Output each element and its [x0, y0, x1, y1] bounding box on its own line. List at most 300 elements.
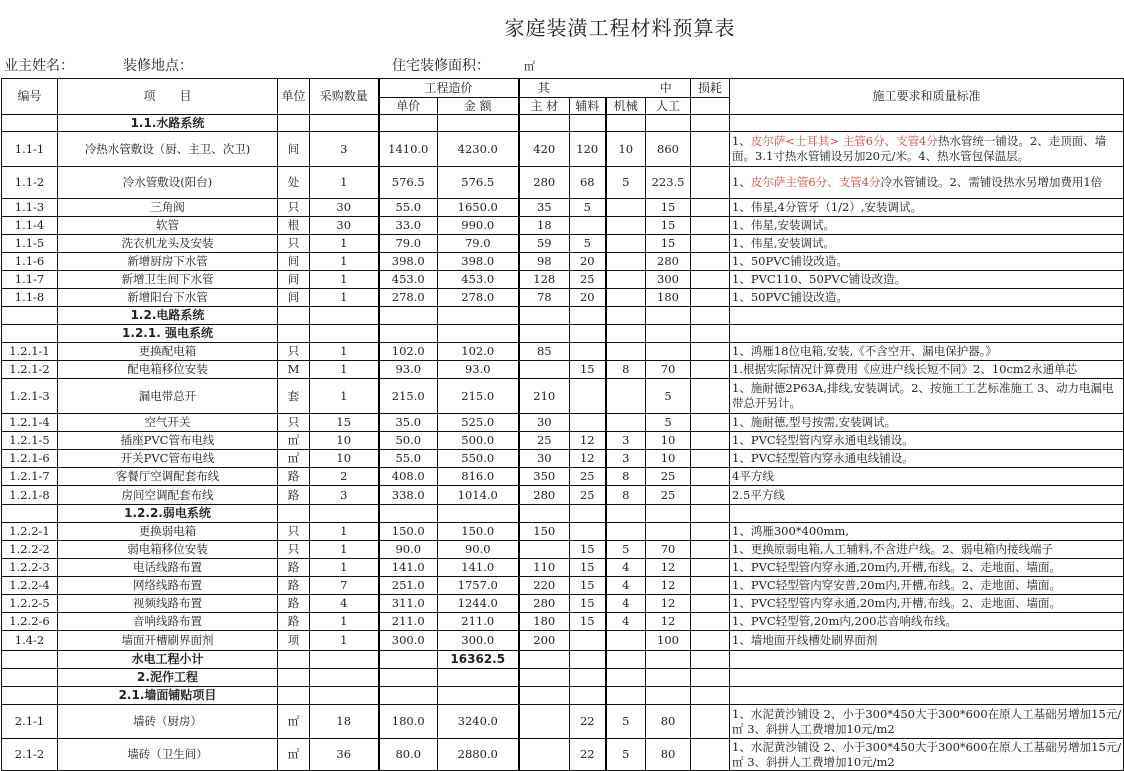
cell-item: 新增阳台下水管 [58, 289, 278, 307]
cell-amount [438, 669, 519, 687]
cell-loss [691, 631, 730, 651]
cell-note: 1、施耐德2P63A,排线,安装调试。2、按施工工艺标准施工 3、动力电漏电带总开另计。 [730, 379, 1124, 414]
cell-amount: 816.0 [438, 468, 519, 486]
cell-labor: 223.5 [646, 167, 691, 199]
cell-unit: 路 [278, 595, 310, 613]
cell-price: 408.0 [379, 468, 438, 486]
cell-qty: 4 [310, 595, 379, 613]
cell-qty [310, 325, 379, 343]
table-row [2, 343, 1124, 361]
cell-note: 1、伟星,4分管牙（1/2）,安装调试。 [730, 199, 1124, 217]
cell-code: 1.1-1 [2, 132, 58, 167]
cell-labor: 300 [646, 271, 691, 289]
cell-note [730, 132, 1124, 167]
cell-code: 1.2.1-1 [2, 343, 58, 361]
cell-item: 开关PVC管布电线 [58, 450, 278, 468]
header-code: 编号 [2, 79, 58, 115]
cell-labor [646, 523, 691, 541]
table-row [2, 132, 1124, 167]
header-item: 项 目 [58, 79, 278, 115]
cell-unit: ㎡ [278, 450, 310, 468]
cell-unit: 处 [278, 167, 310, 199]
cell-unit: ㎡ [278, 432, 310, 450]
cell-note: 1、PVC轻型管内穿永通,20m内,开槽,布线。2、走地面、墙面。 [730, 595, 1124, 613]
section-label: 2.泥作工程 [58, 669, 278, 687]
cell-loss [691, 115, 730, 132]
cell-code [2, 669, 58, 687]
area-label: 住宅装修面积： [392, 58, 490, 74]
cell-loss [691, 167, 730, 199]
cell-main [519, 705, 570, 739]
cell-unit: ㎡ [278, 739, 310, 771]
cell-main: 30 [519, 414, 570, 432]
cell-price: 251.0 [379, 577, 438, 595]
cell-amount: 93.0 [438, 361, 519, 379]
note-prefix: 1、 [732, 134, 751, 148]
cell-loss [691, 486, 730, 505]
cell-qty [310, 669, 379, 687]
cell-aux: 5 [570, 235, 606, 253]
budget-table [1, 78, 1124, 771]
cell-note [730, 651, 1124, 669]
section-row [2, 505, 1124, 523]
table-row [2, 631, 1124, 651]
cell-note: 1、墙地面开线槽处刷界面剂 [730, 631, 1124, 651]
table-row [2, 523, 1124, 541]
cell-unit: 只 [278, 414, 310, 432]
cell-amount: 102.0 [438, 343, 519, 361]
cell-unit: 只 [278, 523, 310, 541]
cell-code [2, 505, 58, 523]
cell-labor: 10 [646, 450, 691, 468]
cell-item: 更换弱电箱 [58, 523, 278, 541]
cell-loss [691, 414, 730, 432]
cell-main [519, 541, 570, 559]
cell-note: 1、PVC轻型管内穿永通,20m内,开槽,布线。2、走地面、墙面。 [730, 559, 1124, 577]
cell-aux: 15 [570, 559, 606, 577]
cell-price: 211.0 [379, 613, 438, 631]
cell-price: 55.0 [379, 199, 438, 217]
table-row [2, 468, 1124, 486]
cell-aux [570, 379, 606, 414]
cell-code: 1.2.2-1 [2, 523, 58, 541]
cell-amount: 211.0 [438, 613, 519, 631]
cell-main: 350 [519, 468, 570, 486]
cell-loss [691, 325, 730, 343]
cell-note: 1、更换原弱电箱,人工辅料,不含进户线。2、弱电箱内接线端子 [730, 541, 1124, 559]
cell-mach: 4 [606, 595, 646, 613]
cell-loss [691, 541, 730, 559]
cell-note [730, 307, 1124, 325]
cell-main: 220 [519, 577, 570, 595]
cell-mach [606, 687, 646, 705]
cell-item: 洗衣机龙头及安装 [58, 235, 278, 253]
cell-loss [691, 199, 730, 217]
cell-code [2, 687, 58, 705]
cell-qty: 1 [310, 289, 379, 307]
cell-note: 1、50PVC铺设改造。 [730, 253, 1124, 271]
cell-unit [278, 505, 310, 523]
cell-price: 215.0 [379, 379, 438, 414]
cell-note: 1、伟星,安装调试。 [730, 217, 1124, 235]
cell-item: 电话线路布置 [58, 559, 278, 577]
cell-loss [691, 669, 730, 687]
cell-code: 1.2.2-3 [2, 559, 58, 577]
cell-note: 1.根据实际情况计算费用《应进户线长短不同》2、10cm2永通单芯 [730, 361, 1124, 379]
cell-aux: 20 [570, 253, 606, 271]
table-body [2, 115, 1124, 771]
cell-aux [570, 414, 606, 432]
table-row [2, 379, 1124, 414]
table-row [2, 235, 1124, 253]
cell-amount: 90.0 [438, 541, 519, 559]
cell-code: 1.1-2 [2, 167, 58, 199]
cell-qty: 1 [310, 235, 379, 253]
cell-unit: 根 [278, 217, 310, 235]
cell-amount: 550.0 [438, 450, 519, 468]
cell-item: 空气开关 [58, 414, 278, 432]
cell-unit [278, 687, 310, 705]
cell-unit: 路 [278, 468, 310, 486]
cell-item: 墙砖（卫生间） [58, 739, 278, 771]
cell-unit [278, 651, 310, 669]
cell-qty: 1 [310, 523, 379, 541]
header-main-material: 主 材 [519, 98, 570, 115]
cell-qty: 1 [310, 613, 379, 631]
cell-code: 1.2.2-6 [2, 613, 58, 631]
cell-note: 1、PVC轻型管内穿安普,20m内,开槽,布线。2、走地面、墙面。 [730, 577, 1124, 595]
section-label: 1.2.2.弱电系统 [58, 505, 278, 523]
header-cost-group: 工程造价 [379, 79, 519, 98]
cell-price [379, 669, 438, 687]
cell-labor: 860 [646, 132, 691, 167]
cell-code: 1.2.2-2 [2, 541, 58, 559]
section-label: 1.2.电路系统 [58, 307, 278, 325]
cell-price: 79.0 [379, 235, 438, 253]
cell-mach [606, 414, 646, 432]
cell-loss [691, 289, 730, 307]
cell-main [519, 687, 570, 705]
table-row [2, 559, 1124, 577]
cell-price: 55.0 [379, 450, 438, 468]
cell-item: 墙砖（厨房） [58, 705, 278, 739]
cell-amount: 525.0 [438, 414, 519, 432]
cell-mach [606, 289, 646, 307]
cell-item: 漏电带总开 [58, 379, 278, 414]
cell-price [379, 325, 438, 343]
cell-mach [606, 505, 646, 523]
cell-qty: 1 [310, 541, 379, 559]
cell-price: 278.0 [379, 289, 438, 307]
cell-labor: 100 [646, 631, 691, 651]
cell-note: 1、PVC轻型管内穿永通电线铺设。 [730, 432, 1124, 450]
header-requirements: 施工要求和质量标准 [730, 79, 1124, 115]
table-row [2, 486, 1124, 505]
cell-aux: 15 [570, 541, 606, 559]
cell-price [379, 687, 438, 705]
cell-note: 1、水泥黄沙铺设 2、小于300*450大于300*600在原人工基础另增加15元/㎡ 3、斜拼人工费增加10元/m2 [730, 705, 1124, 739]
header-of-which: 其 中 [519, 79, 691, 98]
cell-price: 150.0 [379, 523, 438, 541]
cell-amount: 215.0 [438, 379, 519, 414]
cell-main: 280 [519, 486, 570, 505]
cell-labor: 15 [646, 199, 691, 217]
cell-mach [606, 325, 646, 343]
cell-amount [438, 307, 519, 325]
cell-item: 三角阀 [58, 199, 278, 217]
cell-item: 更换配电箱 [58, 343, 278, 361]
cell-item: 客餐厅空调配套布线 [58, 468, 278, 486]
cell-labor: 12 [646, 613, 691, 631]
cell-labor: 15 [646, 217, 691, 235]
cell-mach: 4 [606, 613, 646, 631]
cell-unit: 只 [278, 235, 310, 253]
cell-aux: 12 [570, 432, 606, 450]
table-row [2, 450, 1124, 468]
cell-main: 128 [519, 271, 570, 289]
cell-labor: 12 [646, 559, 691, 577]
cell-main [519, 307, 570, 325]
cell-loss [691, 595, 730, 613]
cell-price: 50.0 [379, 432, 438, 450]
cell-amount: 141.0 [438, 559, 519, 577]
cell-qty: 1 [310, 271, 379, 289]
cell-mach: 4 [606, 559, 646, 577]
cell-labor: 25 [646, 468, 691, 486]
table-row [2, 167, 1124, 199]
cell-aux [570, 115, 606, 132]
cell-price: 398.0 [379, 253, 438, 271]
cell-aux: 68 [570, 167, 606, 199]
cell-unit: 间 [278, 289, 310, 307]
cell-aux: 25 [570, 271, 606, 289]
cell-unit: 间 [278, 271, 310, 289]
header-loss-blank [691, 98, 730, 115]
cell-price [379, 115, 438, 132]
cell-mach [606, 669, 646, 687]
table-row [2, 577, 1124, 595]
cell-mach: 8 [606, 486, 646, 505]
cell-note [730, 505, 1124, 523]
cell-unit [278, 669, 310, 687]
cell-aux: 120 [570, 132, 606, 167]
cell-mach: 4 [606, 577, 646, 595]
cell-qty: 1 [310, 631, 379, 651]
cell-main [519, 115, 570, 132]
cell-aux [570, 651, 606, 669]
cell-aux [570, 307, 606, 325]
cell-labor: 15 [646, 235, 691, 253]
cell-unit: 间 [278, 132, 310, 167]
cell-main [519, 669, 570, 687]
cell-main [519, 325, 570, 343]
table-row [2, 253, 1124, 271]
cell-labor [646, 307, 691, 325]
cell-qty: 3 [310, 486, 379, 505]
cell-code: 1.2.1-2 [2, 361, 58, 379]
cell-note: 2.5平方线 [730, 486, 1124, 505]
cell-main: 210 [519, 379, 570, 414]
cell-code [2, 651, 58, 669]
area-unit: ㎡ [524, 60, 535, 73]
cell-amount: 150.0 [438, 523, 519, 541]
cell-main: 78 [519, 289, 570, 307]
cell-qty [310, 307, 379, 325]
cell-amount [438, 687, 519, 705]
table-row [2, 613, 1124, 631]
table-row [2, 739, 1124, 771]
cell-unit [278, 115, 310, 132]
note-text: 冷水管铺设。2、需铺设热水另增加费用1倍 [880, 175, 1103, 189]
cell-main: 280 [519, 595, 570, 613]
cell-qty: 30 [310, 199, 379, 217]
cell-note [730, 325, 1124, 343]
section-label: 2.1.墙面铺贴项目 [58, 687, 278, 705]
cell-loss [691, 132, 730, 167]
cell-loss [691, 523, 730, 541]
cell-note: 1、鸿雁18位电箱,安装,《不含空开、漏电保护器。》 [730, 343, 1124, 361]
section-row [2, 307, 1124, 325]
section-label: 1.2.1. 强电系统 [58, 325, 278, 343]
cell-aux: 22 [570, 705, 606, 739]
cell-qty: 10 [310, 432, 379, 450]
cell-mach [606, 115, 646, 132]
cell-qty [310, 687, 379, 705]
cell-aux: 15 [570, 595, 606, 613]
cell-mach [606, 253, 646, 271]
cell-unit: 路 [278, 577, 310, 595]
cell-loss [691, 468, 730, 486]
cell-loss [691, 343, 730, 361]
header-aux-material: 辅料 [570, 98, 606, 115]
cell-loss [691, 613, 730, 631]
cell-aux: 20 [570, 289, 606, 307]
cell-note: 1、PVC110、50PVC铺设改造。 [730, 271, 1124, 289]
header-unit: 单位 [278, 79, 310, 115]
cell-note [730, 115, 1124, 132]
cell-qty: 36 [310, 739, 379, 771]
cell-loss [691, 651, 730, 669]
cell-main [519, 651, 570, 669]
cell-qty [310, 651, 379, 669]
cell-amount: 79.0 [438, 235, 519, 253]
cell-labor: 70 [646, 361, 691, 379]
cell-main: 98 [519, 253, 570, 271]
cell-note: 4平方线 [730, 468, 1124, 486]
cell-main [519, 739, 570, 771]
cell-main: 18 [519, 217, 570, 235]
cell-labor: 12 [646, 577, 691, 595]
header-machinery: 机械 [606, 98, 646, 115]
cell-code: 1.1-4 [2, 217, 58, 235]
cell-unit: 路 [278, 559, 310, 577]
cell-qty: 10 [310, 450, 379, 468]
section-row [2, 325, 1124, 343]
cell-main: 200 [519, 631, 570, 651]
cell-unit: 只 [278, 199, 310, 217]
cell-price [379, 307, 438, 325]
cell-mach: 5 [606, 167, 646, 199]
cell-loss [691, 505, 730, 523]
subtotal-amount: 16362.5 [438, 651, 519, 669]
cell-code: 1.2.1-8 [2, 486, 58, 505]
cell-code: 1.1-8 [2, 289, 58, 307]
cell-labor: 12 [646, 595, 691, 613]
note-text: 热水管统一铺设。2、走顶面、墙面。3.1寸热水管铺设另加20元/米。4、热水管包保温层。 [732, 134, 1107, 163]
cell-aux: 25 [570, 486, 606, 505]
cell-unit: ㎡ [278, 705, 310, 739]
cell-qty: 1 [310, 379, 379, 414]
cell-price: 90.0 [379, 541, 438, 559]
cell-note: 1、PVC轻型管内穿永通电线铺设。 [730, 450, 1124, 468]
cell-mach [606, 217, 646, 235]
section-row [2, 669, 1124, 687]
cell-aux [570, 687, 606, 705]
cell-loss [691, 235, 730, 253]
cell-loss [691, 432, 730, 450]
cell-code: 1.2.2-5 [2, 595, 58, 613]
cell-aux [570, 325, 606, 343]
cell-loss [691, 450, 730, 468]
cell-loss [691, 361, 730, 379]
page-title: 家庭装潢工程材料预算表 [504, 16, 736, 40]
cell-amount: 453.0 [438, 271, 519, 289]
cell-aux [570, 523, 606, 541]
cell-code: 1.2.2-4 [2, 577, 58, 595]
cell-note: 1、伟星,安装调试。 [730, 235, 1124, 253]
cell-amount: 278.0 [438, 289, 519, 307]
cell-mach [606, 631, 646, 651]
cell-mach: 3 [606, 432, 646, 450]
cell-aux [570, 669, 606, 687]
cell-labor [646, 325, 691, 343]
cell-amount: 398.0 [438, 253, 519, 271]
cell-amount: 300.0 [438, 631, 519, 651]
cell-loss [691, 379, 730, 414]
note-highlight: 皮尔萨<土耳其> 主管6分、支管4分 [750, 134, 938, 148]
cell-item: 网络线路布置 [58, 577, 278, 595]
cell-main: 110 [519, 559, 570, 577]
cell-aux: 12 [570, 450, 606, 468]
cell-labor: 25 [646, 486, 691, 505]
cell-aux: 25 [570, 468, 606, 486]
cell-amount: 4230.0 [438, 132, 519, 167]
cell-aux: 15 [570, 361, 606, 379]
cell-qty: 3 [310, 132, 379, 167]
table-row [2, 271, 1124, 289]
cell-price: 338.0 [379, 486, 438, 505]
owner-name-label: 业主姓名： [4, 58, 74, 74]
cell-note [730, 687, 1124, 705]
cell-unit: 间 [278, 253, 310, 271]
header-amount: 金 额 [438, 98, 519, 115]
cell-mach: 8 [606, 468, 646, 486]
cell-mach [606, 307, 646, 325]
cell-note: 1、50PVC铺设改造。 [730, 289, 1124, 307]
cell-labor [646, 115, 691, 132]
cell-aux [570, 343, 606, 361]
header-qty: 采购数量 [310, 79, 379, 115]
cell-amount: 1014.0 [438, 486, 519, 505]
subtotal-row [2, 651, 1124, 669]
cell-qty: 18 [310, 705, 379, 739]
cell-qty: 7 [310, 577, 379, 595]
cell-main: 180 [519, 613, 570, 631]
cell-price: 35.0 [379, 414, 438, 432]
header-unit-price: 单价 [379, 98, 438, 115]
cell-amount [438, 115, 519, 132]
cell-main: 30 [519, 450, 570, 468]
